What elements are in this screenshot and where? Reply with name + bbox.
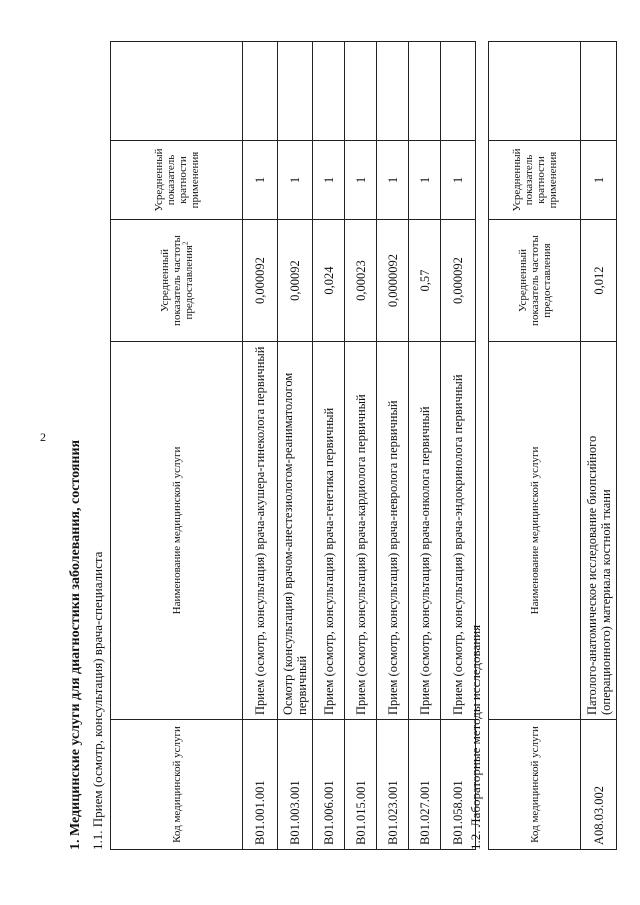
header-code: Код медицинской услуги	[489, 720, 581, 850]
table-header-row	[489, 42, 581, 850]
empty-column	[489, 42, 581, 141]
row-name: Прием (осмотр, консультация) врача-эндокринолога первичный	[441, 342, 476, 720]
header-frequency-label: Усредненный показатель частоты предоставления	[158, 235, 195, 326]
row-empty-cell	[409, 42, 441, 141]
row-name: Осмотр (консультация) врачом-анестезиологом-реаниматологом первичный	[278, 342, 313, 720]
row-code: B01.058.001	[441, 720, 476, 850]
row-frequency: 0,012	[581, 220, 617, 342]
row-empty-cell	[581, 42, 617, 141]
row-code: B01.001.001	[243, 720, 278, 850]
subsection-1-title: 1.1. Прием (осмотр, консультация) врача-специалиста	[90, 551, 105, 850]
row-multiplicity: 1	[441, 141, 476, 220]
row-name: Прием (осмотр, консультация) врача-акушера-гинеколога первичный	[243, 342, 278, 720]
header-code: Код медицинской услуги	[111, 720, 243, 850]
row-name: Прием (осмотр, консультация) врача-генетика первичный	[313, 342, 345, 720]
header-multiplicity: Усредненный показатель кратности применения	[111, 141, 243, 220]
row-multiplicity: 1	[409, 141, 441, 220]
row-multiplicity: 1	[313, 141, 345, 220]
table-row	[278, 42, 313, 850]
header-name: Наименование медицинской услуги	[489, 342, 581, 720]
row-empty-cell	[278, 42, 313, 141]
row-multiplicity: 1	[581, 141, 617, 220]
table-row	[409, 42, 441, 850]
row-empty-cell	[345, 42, 377, 141]
table-row	[313, 42, 345, 850]
row-name: Патолого-анатомическое исследование биопсийного (операционного) материала костной ткани	[581, 342, 617, 720]
empty-column	[111, 42, 243, 141]
section-title: 1. Медицинские услуги для диагностики заболевания, состояния	[68, 439, 83, 850]
row-frequency: 0,57	[409, 220, 441, 342]
page-number: 2	[40, 430, 46, 444]
row-multiplicity: 1	[377, 141, 409, 220]
subsection-2-title: 1.2. Лабораторные методы исследования	[468, 624, 483, 850]
header-multiplicity: Усредненный показатель кратности применения	[489, 141, 581, 220]
table-row	[345, 42, 377, 850]
lab-methods-table	[488, 41, 617, 850]
row-empty-cell	[313, 42, 345, 141]
row-multiplicity: 1	[278, 141, 313, 220]
row-multiplicity: 1	[243, 141, 278, 220]
row-code: B01.015.001	[345, 720, 377, 850]
row-code: B01.027.001	[409, 720, 441, 850]
row-frequency: 0,000092	[243, 220, 278, 342]
row-frequency: 0,0000092	[377, 220, 409, 342]
row-frequency: 0,00092	[278, 220, 313, 342]
row-empty-cell	[243, 42, 278, 141]
row-code: B01.023.001	[377, 720, 409, 850]
row-empty-cell	[377, 42, 409, 141]
header-name: Наименование медицинской услуги	[111, 342, 243, 720]
row-code: B01.006.001	[313, 720, 345, 850]
rotated-document-content	[60, 40, 620, 850]
row-multiplicity: 1	[345, 141, 377, 220]
table-row	[581, 42, 617, 850]
footnote-mark: 2	[180, 241, 189, 246]
table-row	[377, 42, 409, 850]
row-frequency: 0,024	[313, 220, 345, 342]
consultations-table	[110, 41, 476, 850]
header-frequency	[111, 220, 243, 342]
row-code: B01.003.001	[278, 720, 313, 850]
row-frequency: 0,00023	[345, 220, 377, 342]
row-name: Прием (осмотр, консультация) врача-онколога первичный	[409, 342, 441, 720]
header-frequency: Усредненный показатель частоты предоставления	[489, 220, 581, 342]
row-name: Прием (осмотр, консультация) врача-невролога первичный	[377, 342, 409, 720]
row-name: Прием (осмотр, консультация) врача-кардиолога первичный	[345, 342, 377, 720]
table-header-row	[111, 42, 243, 850]
table-row	[243, 42, 278, 850]
row-frequency: 0,000092	[441, 220, 476, 342]
row-code: A08.03.002	[581, 720, 617, 850]
row-empty-cell	[441, 42, 476, 141]
